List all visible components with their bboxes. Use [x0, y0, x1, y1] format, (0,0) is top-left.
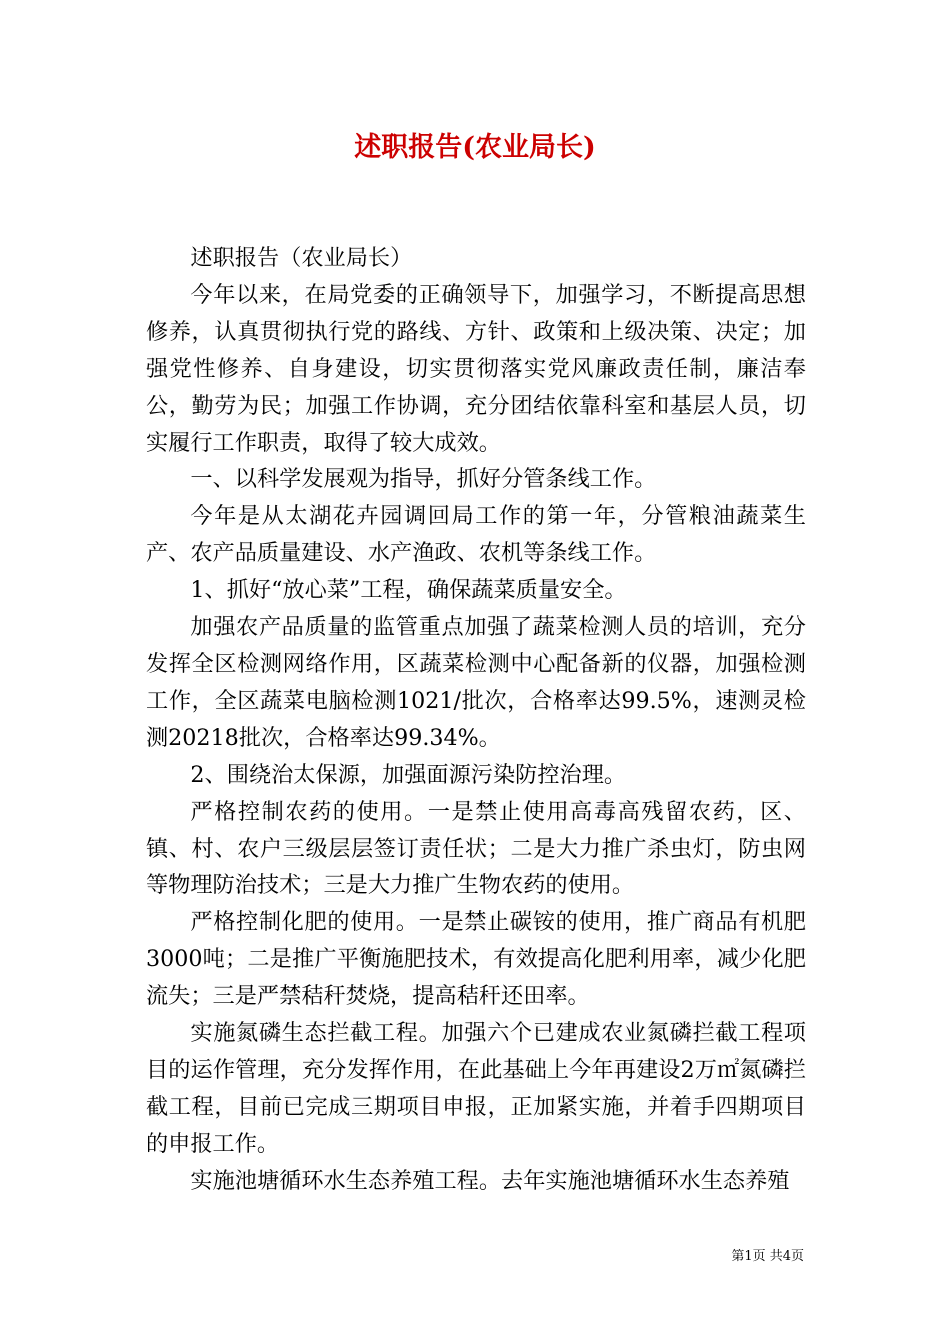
- paragraph: 实施池塘循环水生态养殖工程。去年实施池塘循环水生态养殖: [190, 1167, 790, 1194]
- paragraph: 严格控制农药的使用。一是禁止使用高毒高残留农药，区、镇、村、农户三级层层签订责任状；二是大力推广杀虫灯，防虫网等物理防治技术；三是大力推广生物农药的使用。: [146, 798, 806, 899]
- subsection-heading: 2、围绕治太保源，加强面源污染防控治理。: [190, 761, 627, 788]
- paragraph: 实施氮磷生态拦截工程。加强六个已建成农业氮磷拦截工程项目的运作管理，充分发挥作用，在此基础上今年再建设2万㎡氮磷拦截工程，目前已完成三期项目申报，正加紧实施，并着手四期项目的申报工作。: [146, 1020, 806, 1157]
- paragraph: 今年是从太湖花卉园调回局工作的第一年，分管粮油蔬菜生产、农产品质量建设、水产渔政、农机等条线工作。: [146, 503, 806, 567]
- document-body: [146, 240, 806, 1200]
- section-heading: 一、以科学发展观为指导，抓好分管条线工作。: [190, 466, 657, 493]
- page-number: 第1页 共4页: [731, 1249, 804, 1264]
- subsection-heading: 1、抓好“放心菜”工程，确保蔬菜质量安全。: [190, 577, 627, 604]
- document-title: 述职报告(农业局长): [354, 132, 596, 163]
- paragraph: 严格控制化肥的使用。一是禁止碳铵的使用，推广商品有机肥3000吨；二是推广平衡施肥技术，有效提高化肥利用率，减少化肥流失；三是严禁秸秆焚烧，提高秸秆还田率。: [146, 909, 806, 1010]
- paragraph: 加强农产品质量的监管重点加强了蔬菜检测人员的培训，充分发挥全区检测网络作用，区蔬菜检测中心配备新的仪器，加强检测工作，全区蔬菜电脑检测1021/批次，合格率达99.5%，速测灵检测20218批次，合格率达99.34%。: [146, 614, 806, 751]
- paragraph: 述职报告（农业局长）: [190, 245, 413, 271]
- paragraph: 今年以来，在局党委的正确领导下，加强学习，不断提高思想修养，认真贯彻执行党的路线、方针、政策和上级决策、决定；加强党性修养、自身建设，切实贯彻落实党风廉政责任制，廉洁奉公，勤劳为民；加强工作协调，充分团结依靠科室和基层人员，切实履行工作职责，取得了较大成效。: [146, 281, 806, 456]
